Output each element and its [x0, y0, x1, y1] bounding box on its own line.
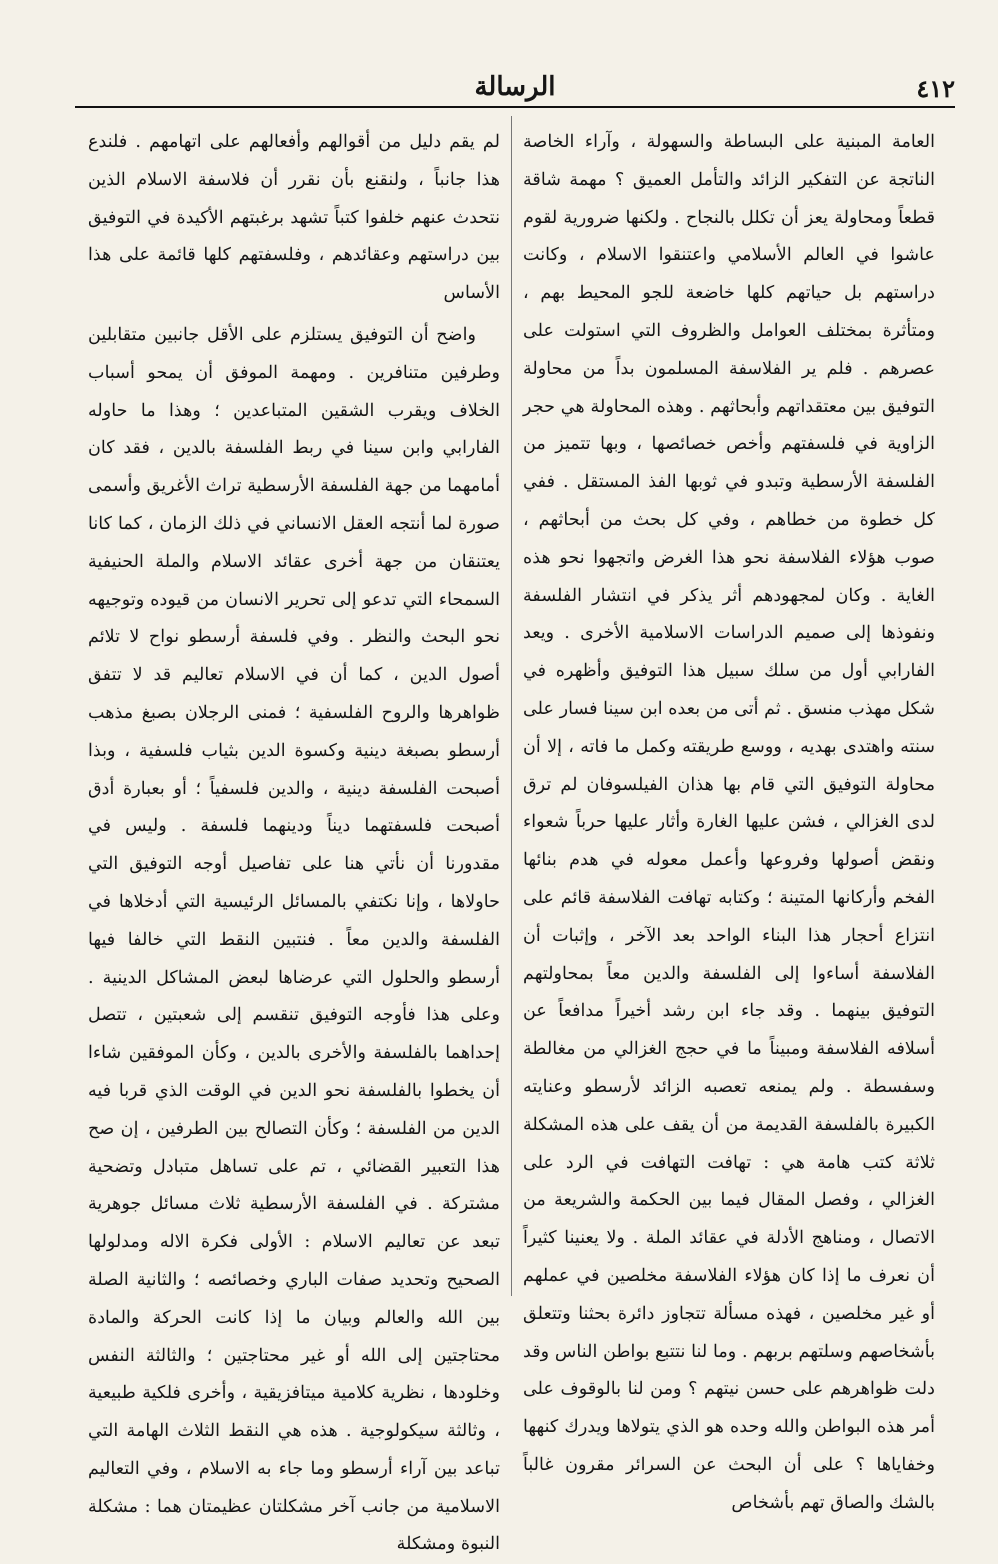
left-text-column [88, 124, 500, 1555]
page-header [75, 70, 955, 104]
page-number: ٤١٢ [916, 74, 955, 103]
header-rule [75, 106, 955, 108]
left-column-paragraph-1: لم يقم دليل من أقوالهم وأفعالهم على اتهامهم . فلندع هذا جانباً ، ولنقنع بأن نقرر أن فلاسفة الاسلام الذين نتحدث عنهم خلفوا كتباً تشهد برغبتهم الأكيدة في التوفيق بين دراستهم وعقائدهم ، وفلسفتهم كلها قائمة على هذا الأساس [88, 132, 500, 304]
right-text-column [523, 124, 935, 1513]
left-column-paragraph-2: واضح أن التوفيق يستلزم على الأقل جانبين متقابلين وطرفين متنافرين . ومهمة الموفق أن يمحو أسباب الخلاف ويقرب الشقين المتباعدين ؛ وهذا ما حاوله الفارابي وابن سينا في ربط الفلسفة بالدين ، فقد كان أمامهما من جهة الفلسفة الأرسطية تراث الأغريق وأسمى صورة لما أنتجه العقل الانساني في ذلك الزمان ، كما كانا يعتنقان من جهة أخرى عقائد الاسلام والملة الحنيفية السمحاء التي تدعو إلى تحرير الانسان من قيوده وتوجيهه نحو البحث والنظر . وفي فلسفة أرسطو نواح لا تلائم أصول الدين ، كما أن في الاسلام تعاليم قد لا تتفق ظواهرها والروح الفلسفية ؛ فمنى الرجلان بصبغ مذهب أرسطو بصبغة دينية وكسوة الدين بثياب فلسفية ، وبذا أصبحت الفلسفة دينية ، والدين فلسفياً ؛ أو بعبارة أدق أصبحت فلسفتهما ديناً ودينهما فلسفة . وليس في مقدورنا أن نأتي هنا على تفاصيل أوجه التوفيق التي حاولاها ، وإنا نكتفي بالمسائل الرئيسية التي أدخلاها في الفلسفة والدين معاً . فنتبين النقط التي خالفا فيها أرسطو والحلول التي عرضاها لبعض المشاكل الدينية . وعلى هذا فأوجه التوفيق تنقسم إلى شعبتين ، تتصل إحداهما بالفلسفة والأخرى بالدين ، وكأن الموفقين شاءا أن يخطوا بالفلسفة نحو الدين في الوقت الذي قربا فيه الدين من الفلسفة ؛ وكأن التصالح بين الطرفين ، إن صح هذا التعبير القضائي ، تم على تساهل متبادل وتضحية مشتركة . في الفلسفة الأرسطية ثلاث مسائل جوهرية تبعد عن تعاليم الاسلام : الأولى فكرة الاله ومدلولها الصحيح وتحديد صفات الباري وخصائصه ؛ والثانية الصلة بين الله والعالم وبيان ما إذا كانت الحركة والمادة محتاجتين إلى الله أو غير محتاجتين ؛ والثالثة النفس وخلودها ، نظرية كلامية ميتافزيقية ، وأخرى فلكية طبيعية ، وثالثة سيكولوجية . هذه هي النقط الثلاث الهامة التي تباعد بين آراء أرسطو وما جاء به الاسلام ، وفي التعاليم الاسلامية من جانب آخر مشكلتان عظيمتان هما : مشكلة النبوة ومشكلة [88, 324, 500, 1555]
journal-title: الرسالة [474, 72, 556, 102]
right-column-paragraph: العامة المبنية على البساطة والسهولة ، وآراء الخاصة الناتجة عن التفكير الزائد والتأمل العميق ؟ مهمة شاقة قطعاً ومحاولة يعز أن تكلل بالنجاح . ولكنها ضرورية لقوم عاشوا في العالم الأسلامي واعتنقوا الاسلام ، وكانت دراستهم بل حياتهم كلها خاضعة للجو المحيط بهم ، ومتأثرة بمختلف العوامل والظروف التي استولت على عصرهم . فلم ير الفلاسفة المسلمون بداً من محاولة التوفيق بين معتقداتهم وأبحاثهم . وهذه المحاولة هي حجر الزاوية في فلسفتهم وأخص خصائصها ، وبها تتميز من الفلسفة الأرسطية وتبدو في ثوبها الفذ المستقل . ففي كل خطوة من خطاهم ، وفي كل بحث من أبحاثهم ، صوب هؤلاء الفلاسفة نحو هذا الغرض واتجهوا نحو هذه الغاية . وكان لمجهودهم أثر يذكر في انتشار الفلسفة ونفوذها إلى صميم الدراسات الاسلامية الأخرى . ويعد الفارابي أول من سلك سبيل هذا التوفيق وأظهره في شكل مهذب منسق . ثم أتى من بعده ابن سينا فسار على سنته واهتدى بهديه ، ووسع طريقته وكمل ما فاته ، إلا أن محاولة التوفيق التي قام بها هذان الفيلسوفان لم ترق لدى الغزالي ، فشن عليها الغارة وأثار عليها حرباً شعواء ونقض أصولها وفروعها وأعمل معوله في هدم بنائها الفخم وأركانها المتينة ؛ وكتابه تهافت الفلاسفة قائم على انتزاع أحجار هذا البناء الواحد بعد الآخر ، وإثبات أن الفلاسفة أساءوا إلى الفلسفة والدين معاً بمحاولتهم التوفيق بينهما . وقد جاء ابن رشد أخيراً مدافعاً عن أسلافه الفلاسفة ومبيناً ما في حجج الغزالي من مغالطة وسفسطة . ولم يمنعه تعصبه الزائد لأرسطو وعنايته الكبيرة بالفلسفة القديمة من أن يقف على هذه المشكلة ثلاثة كتب هامة هي : تهافت التهافت في الرد على الغزالي ، وفصل المقال فيما بين الحكمة والشريعة من الاتصال ، ومناهج الأدلة في عقائد الملة . ولا يعنينا كثيراً أن نعرف ما إذا كان هؤلاء الفلاسفة مخلصين في عملهم أو غير مخلصين ، فهذه مسألة تتجاوز دائرة بحثنا وتتعلق بأشخاصهم وسلتهم بربهم . وما لنا نتتبع بواطن الناس وقد دلت ظواهرهم على حسن نيتهم ؟ ومن لنا بالوقوف على أمر هذه البواطن والله وحده هو الذي يتولاها ويدرك كنهها وخفاياها ؟ على أن البحث عن السرائر مقرون غالباً بالشك والصاق تهم بأشخاص [523, 132, 935, 1513]
column-divider [511, 116, 512, 1296]
